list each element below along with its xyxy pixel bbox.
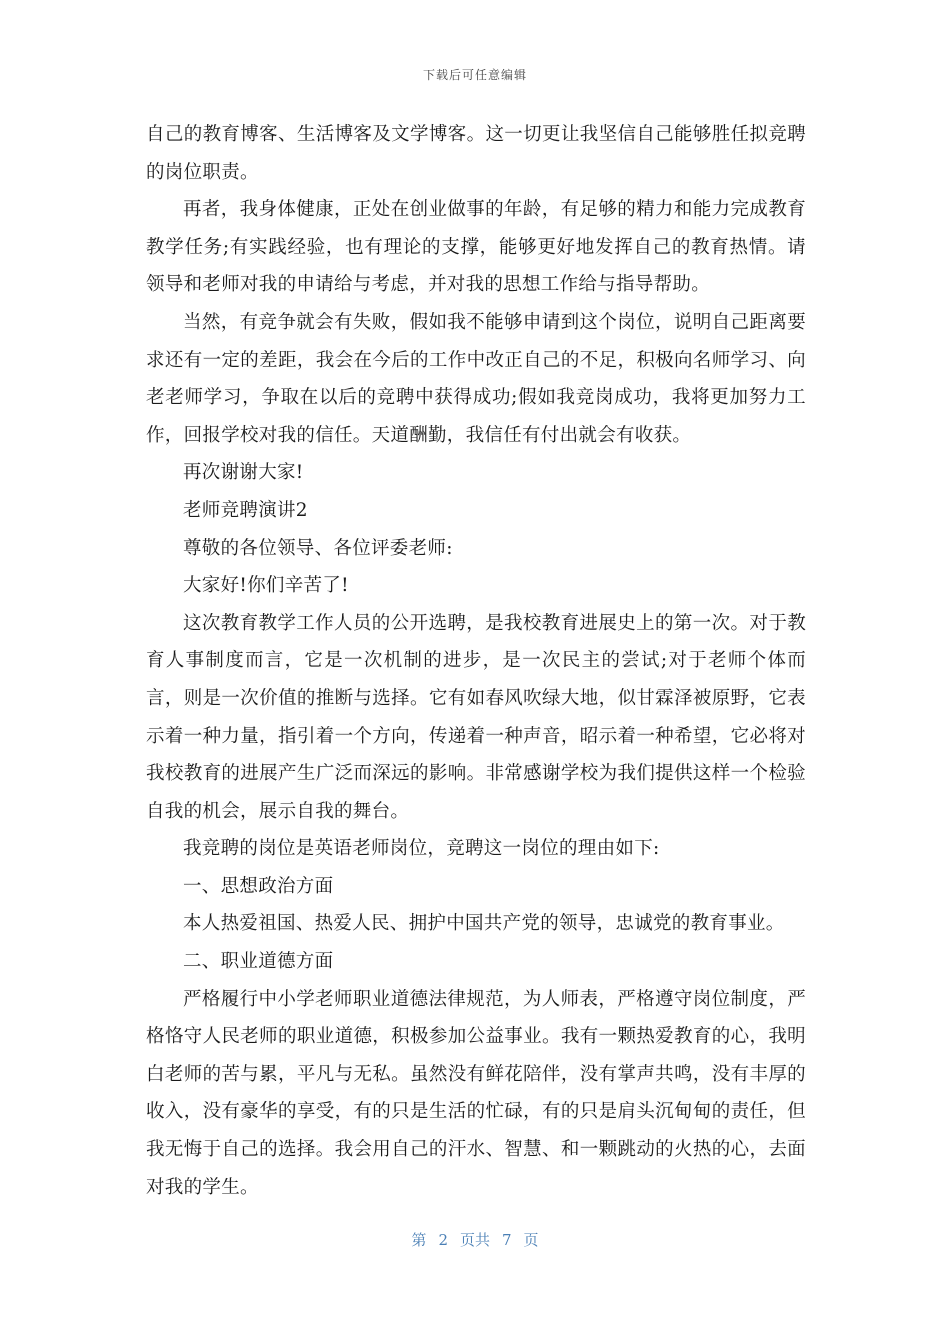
subheading-1: 一、思想政治方面 <box>183 875 334 897</box>
salutation: 尊敬的各位领导、各位评委老师: <box>183 537 453 559</box>
greeting: 大家好!你们辛苦了! <box>183 575 349 597</box>
footer-current-page: 2 <box>438 1231 448 1249</box>
paragraph-1: 自己的教育博客、生活博客及文学博客。这一切更让我坚信自己能够胜任拟竞聘的岗位职责。 <box>146 124 806 183</box>
paragraph-13: 严格履行中小学老师职业道德法律规范，为人师表，严格遵守岗位制度，严格恪守人民老师的职业道德，积极参加公益事业。我有一颗热爱教育的心，我明白老师的苦与累，平凡与无私。虽然没有鲜花陪伴，没有掌声共鸣，没有丰厚的收入，没有豪华的享受，有的只是生活的忙碌，有的只是肩头沉甸甸的责任，但我无悔于自己的选择。我会用自己的汗水、智慧、和一颗跳动的火热的心，去面对我的学生。 <box>146 988 806 1198</box>
paragraph-11: 本人热爱祖国、热爱人民、拥护中国共产党的领导，忠诚党的教育事业。 <box>183 913 785 935</box>
page-footer <box>0 1229 950 1250</box>
section-title: 老师竞聘演讲2 <box>183 499 308 521</box>
page-header: 下载后可任意编辑 <box>422 68 527 82</box>
paragraph-4: 再次谢谢大家! <box>183 462 304 484</box>
footer-prefix: 第 <box>411 1231 427 1249</box>
paragraph-9: 我竞聘的岗位是英语老师岗位，竞聘这一岗位的理由如下: <box>183 838 660 860</box>
document-body <box>146 116 806 1206</box>
footer-total-pages: 7 <box>502 1231 512 1249</box>
paragraph-8: 这次教育教学工作人员的公开选聘，是我校教育进展史上的第一次。对于教育人事制度而言，它是一次机制的进步，是一次民主的尝试;对于老师个体而言，则是一次价值的推断与选择。它有如春风吹绿大地，似甘霖泽被原野，它表示着一种力量，指引着一个方向，传递着一种声音，昭示着一种希望，它必将对我校教育的进展产生广泛而深远的影响。非常感谢学校为我们提供这样一个检验自我的机会，展示自我的舞台。 <box>146 612 806 822</box>
subheading-2: 二、职业道德方面 <box>183 951 334 973</box>
footer-middle: 页共 <box>459 1231 490 1249</box>
paragraph-3: 当然，有竞争就会有失败，假如我不能够申请到这个岗位，说明自己距离要求还有一定的差距，我会在今后的工作中改正自己的不足，积极向名师学习、向老老师学习，争取在以后的竞聘中获得成功;假如我竞岗成功，我将更加努力工作，回报学校对我的信任。天道酬勤，我信任有付出就会有收获。 <box>146 311 806 446</box>
paragraph-2: 再者，我身体健康，正处在创业做事的年龄，有足够的精力和能力完成教育教学任务;有实践经验，也有理论的支撑，能够更好地发挥自己的教育热情。请领导和老师对我的申请给与考虑，并对我的思想工作给与指导帮助。 <box>146 199 806 296</box>
footer-suffix: 页 <box>523 1231 539 1249</box>
